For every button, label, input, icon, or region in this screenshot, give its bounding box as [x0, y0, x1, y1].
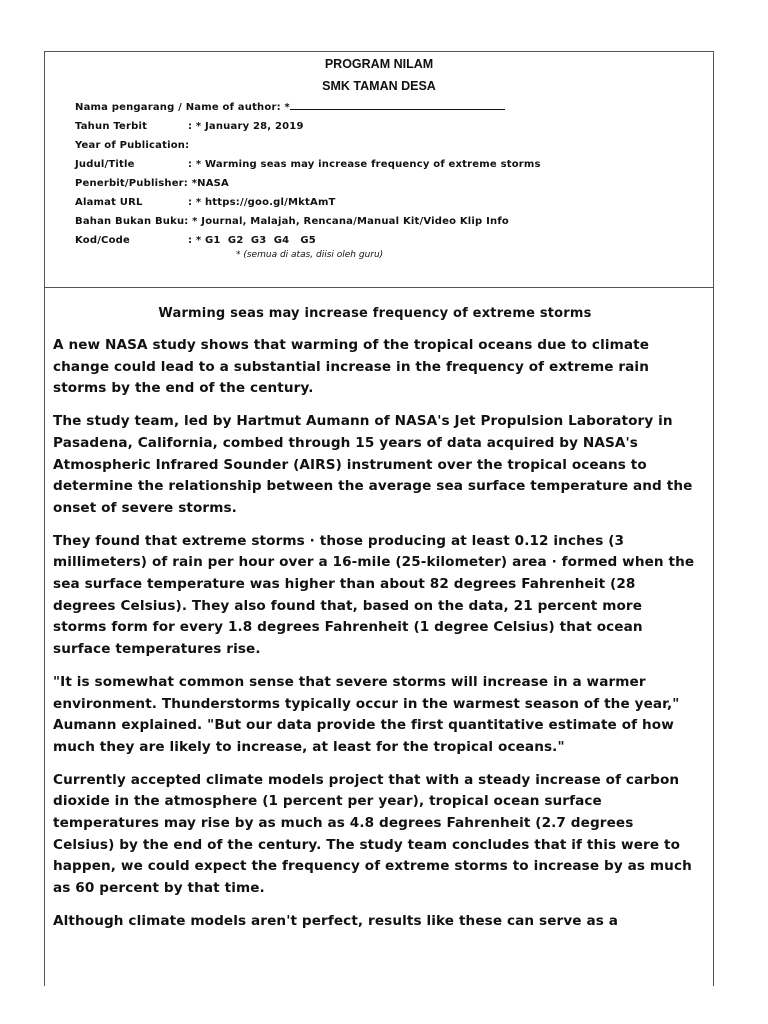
- article-title: Warming seas may increase frequency of extreme storms: [158, 306, 592, 321]
- publisher-label: Penerbit/Publisher: *NASA: [75, 178, 229, 189]
- school-name: SMK TAMAN DESA: [322, 79, 436, 93]
- material-label: Bahan Bukan Buku: * Journal, Malajah, Rencana/Manual Kit/Video Klip Info: [75, 216, 509, 227]
- paragraph: The study team, led by Hartmut Aumann of NASA's Jet Propulsion Laboratory in Pasadena, California, combed through 15 years of data acquired by NASA's Atmospheric Infrared Sounder (AIRS) instrument over the tropical oceans to determine the relationship between the average sea surface temperature and the onset of severe storms.: [53, 413, 693, 516]
- code-value: : * G1 G2 G3 G4 G5: [188, 235, 316, 246]
- year-label-en: Year of Publication:: [75, 140, 190, 151]
- material-row: [75, 212, 541, 231]
- author-label: Nama pengarang / Name of author: *: [75, 102, 290, 113]
- paragraph: "It is somewhat common sense that severe storms will increase in a warmer environment. Thunderstorms typically occur in the warmest season of the year," Aumann explained. "But our data provide the first quantitative estimate of how much they are likely to increase, at least for the tropical oceans.": [53, 673, 680, 755]
- title-value: : * Warming seas may increase frequency of extreme storms: [188, 159, 541, 170]
- url-label: Alamat URL: [75, 197, 143, 208]
- metadata-block: [75, 98, 541, 250]
- document-frame: [44, 51, 714, 986]
- form-header: [45, 52, 713, 288]
- article-body: [45, 288, 713, 933]
- url-row: [75, 193, 541, 212]
- paragraph: They found that extreme storms · those producing at least 0.12 inches (3 millimeters) of rain per hour over a 16-mile (25-kilometer) area · formed when the sea surface temperature was higher than about 82 degrees Fahrenheit (28 degrees Celsius). They also found that, based on the data, 21 percent more storms form for every 1.8 degrees Fahrenheit (1 degree Celsius) that ocean surface temperatures rise.: [53, 532, 695, 658]
- paragraph: A new NASA study shows that warming of the tropical oceans due to climate change could lead to a substantial increase in the frequency of extreme rain storms by the end of the century.: [53, 337, 650, 397]
- publisher-row: [75, 174, 541, 193]
- title-label: Judul/Title: [75, 159, 135, 170]
- teacher-note: * (semua di atas, diisi oleh guru): [236, 250, 384, 260]
- program-title: PROGRAM NILAM: [324, 57, 434, 71]
- title-row: [75, 155, 541, 174]
- paragraph: Currently accepted climate models project that with a steady increase of carbon dioxide in the atmosphere (1 percent per year), tropical ocean surface temperatures may rise by as much as 4.8 degrees Fahrenheit (2.7 degrees Celsius) by the end of the century. The study team concludes that if this were to happen, we could expect the frequency of extreme storms to increase by as much as 60 percent by that time.: [53, 771, 692, 897]
- author-blank-line: [290, 99, 505, 110]
- url-value: : * https://goo.gl/MktAmT: [188, 197, 336, 208]
- year-label: Tahun Terbit: [75, 121, 148, 132]
- author-row: [75, 98, 541, 117]
- code-row: [75, 231, 541, 250]
- year-value: : * January 28, 2019: [188, 121, 304, 132]
- paragraph: Although climate models aren't perfect, results like these can serve as a: [53, 912, 619, 929]
- year-en-row: [75, 136, 541, 155]
- code-label: Kod/Code: [75, 235, 131, 246]
- year-row: [75, 117, 541, 136]
